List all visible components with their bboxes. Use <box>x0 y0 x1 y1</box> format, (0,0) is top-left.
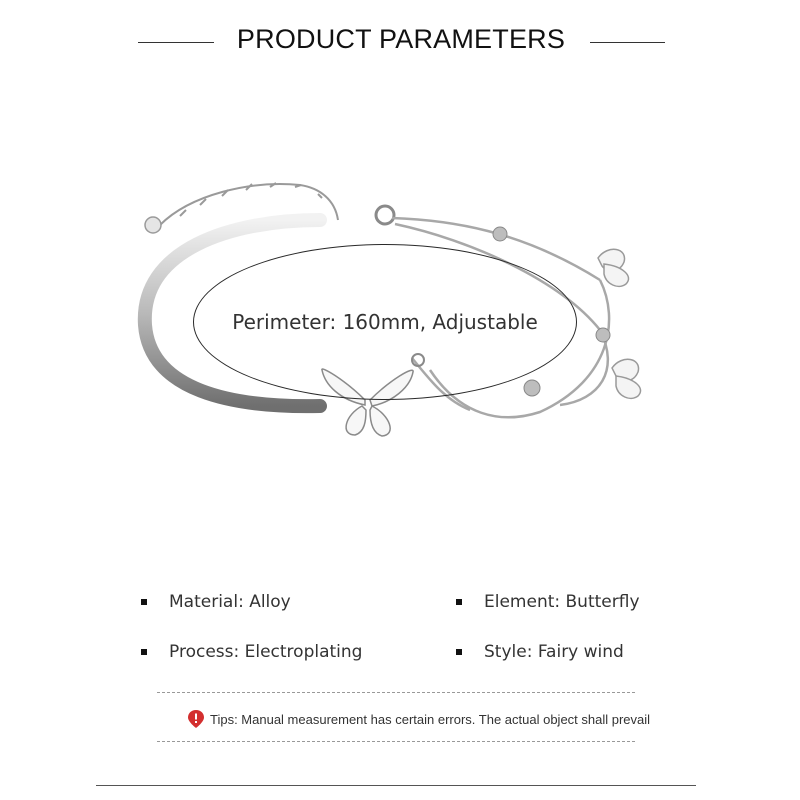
perimeter-text: Perimeter: 160mm, Adjustable <box>232 310 538 334</box>
bullet-icon <box>456 599 462 605</box>
divider-top <box>157 692 635 693</box>
spec-process <box>141 642 362 662</box>
location-pin-icon <box>186 709 206 729</box>
header-rule-left <box>138 42 214 43</box>
bead <box>596 328 610 342</box>
bullet-icon <box>141 599 147 605</box>
page-title: PRODUCT PARAMETERS <box>236 24 566 54</box>
spec-element <box>456 592 640 612</box>
spec-label: Process: Electroplating <box>169 642 363 662</box>
tip-text: Tips: Manual measurement has certain errors. The actual object shall prevail <box>210 711 651 727</box>
spec-label: Style: Fairy wind <box>484 642 624 662</box>
tip-note <box>186 709 650 729</box>
spec-label: Material: Alloy <box>169 592 291 612</box>
perimeter-callout <box>193 244 577 400</box>
section-header <box>0 22 800 66</box>
spec-material <box>141 592 291 612</box>
bead <box>493 227 507 241</box>
bead <box>524 380 540 396</box>
divider-bottom <box>157 741 635 742</box>
footer-rule <box>96 785 696 786</box>
tag-charm <box>145 217 161 233</box>
bullet-icon <box>456 649 462 655</box>
spec-label: Element: Butterfly <box>484 592 640 612</box>
spec-style <box>456 642 624 662</box>
header-rule-right <box>590 42 665 43</box>
bullet-icon <box>141 649 147 655</box>
clasp-ring <box>376 206 394 224</box>
